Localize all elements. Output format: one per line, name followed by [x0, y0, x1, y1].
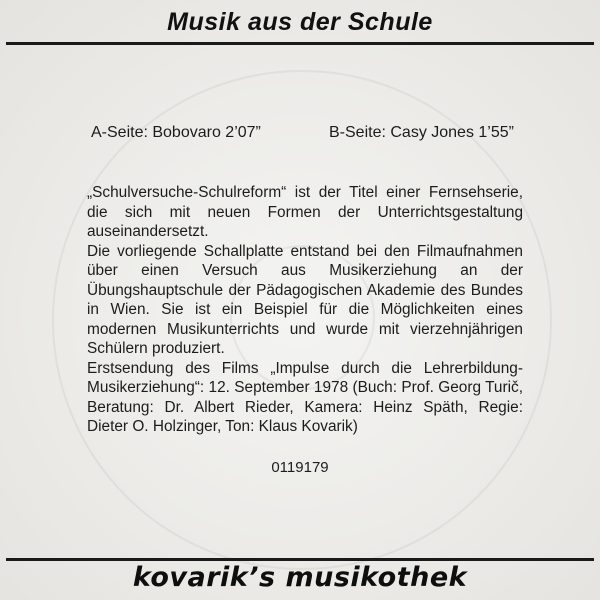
liner-notes: [87, 183, 523, 437]
liner-paragraph-2: Die vorliegende Schallplatte entstand bei den Filmaufnahmen über einen Versuch aus Musikerziehung an der Übungshauptschule der Pädagogischen Akademie des Bundes in Wien. Sie ist ein Beispiel für die Möglichkeiten eines modernen Musikunterrichts und wurde mit vierzehnjährigen Schülern produziert.: [87, 242, 523, 357]
liner-paragraph-1: „Schulversuche-Schulreform“ ist der Titel einer Fernsehserie, die sich mit neuen Formen der Unterrichtsgestaltung auseinandersetzt.: [87, 184, 523, 240]
label-logo: kovarik’s musikothek: [132, 562, 468, 593]
top-rule: [6, 42, 594, 45]
side-b-track: B-Seite: Casy Jones 1’55”: [329, 124, 514, 141]
sleeve-title: Musik aus der Schule: [167, 8, 433, 36]
side-a-track: A-Seite: Bobovaro 2’07”: [91, 124, 261, 141]
bottom-rule: [6, 558, 594, 561]
catalog-number: 0119179: [271, 459, 329, 476]
liner-paragraph-3: Erstsendung des Films „Impulse durch die Lehrerbildung-Musikerziehung“: 12. September 1978 (Buch: Prof. Georg Turič, Beratung: Dr. Albert Rieder, Kamera: Heinz Späth, Regie: Dieter O. Holzinger, Ton: Klaus Kovarik): [87, 359, 523, 435]
